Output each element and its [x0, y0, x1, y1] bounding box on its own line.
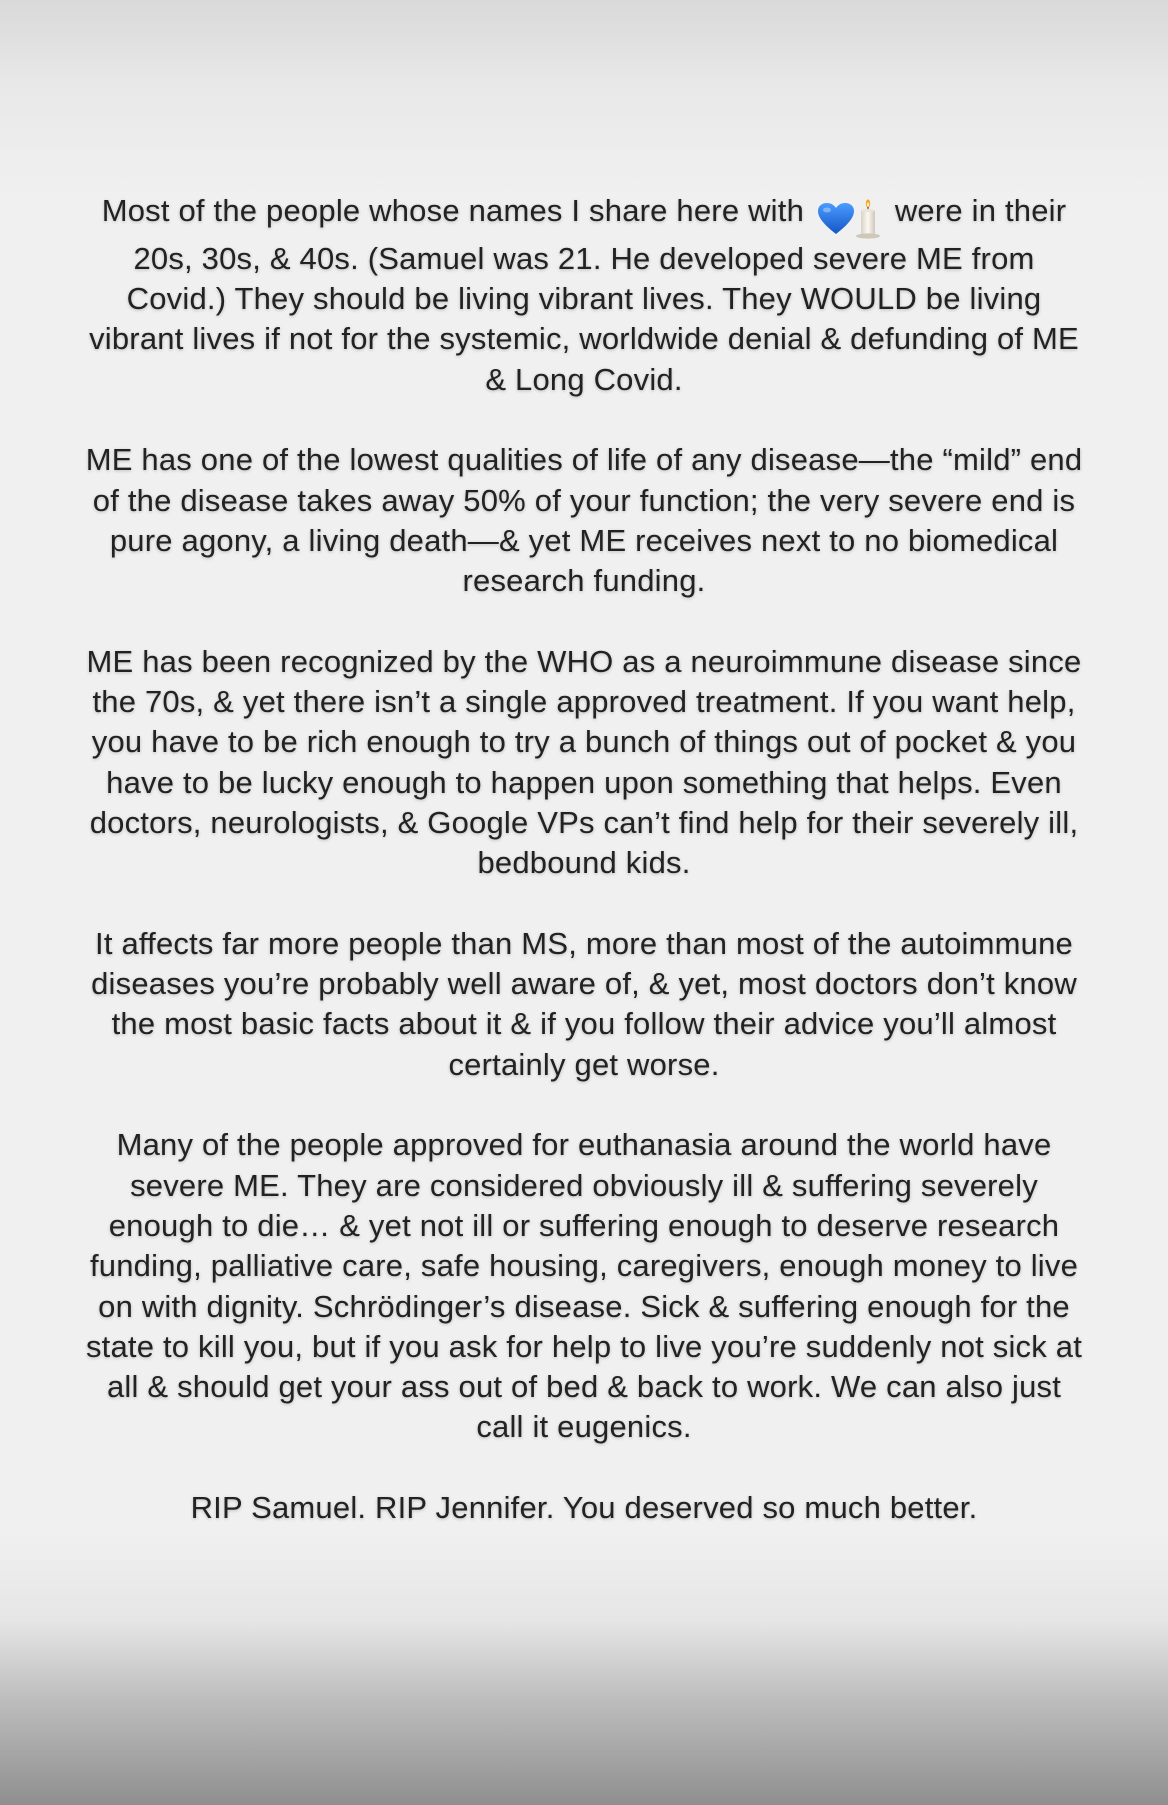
paragraph-4: It affects far more people than MS, more than most of the autoimmune diseases you’re probably well aware of, & yet, most doctors don’t know the most basic facts about it & if you follow their advice you’ll almost certainly get worse. [91, 925, 1077, 1082]
emoji-group [817, 197, 881, 239]
paragraph-6: RIP Samuel. RIP Jennifer. You deserved so much better. [190, 1490, 978, 1526]
paragraph-3: ME has been recognized by the WHO as a neuroimmune disease since the 70s, & yet there isn’t a single approved treatment. If you want help, you have to be rich enough to try a bunch of things out of pocket & you have to be lucky enough to happen upon something that helps. Even doctors, neurologists, & Google VPs can’t find help for their severely ill, bedbound kids. [86, 643, 1082, 881]
paragraph-1 [80, 191, 1088, 400]
paragraph-2: ME has one of the lowest qualities of life of any disease—the “mild” end of the disease takes away 50% of your function; the very severe end is pure agony, a living death—& yet ME receives next to no biomedical research funding. [85, 442, 1083, 599]
story-text [80, 191, 1088, 1528]
candle-icon [855, 199, 881, 239]
paragraph-1-before-emoji: Most of the people whose names I share here with [101, 193, 805, 228]
blue-heart-icon [817, 202, 855, 236]
paragraph-1-after-emoji: were in their 20s, 30s, & 40s. (Samuel was 21. He developed severe ME from Covid.) They should be living vibrant lives. They WOULD be living vibrant lives if not for the systemic, worldwide denial & defunding of ME & Long Covid. [89, 193, 1079, 397]
paragraph-5: Many of the people approved for euthanasia around the world have severe ME. They are considered obviously ill & suffering severely enough to die… & yet not ill or suffering enough to deserve research funding, palliative care, safe housing, caregivers, enough money to live on with dignity. Schrödinger’s disease. Sick & suffering enough for the state to kill you, but if you ask for help to live you’re suddenly not sick at all & should get your ass out of bed & back to work. We can also just call it eugenics. [85, 1127, 1083, 1445]
